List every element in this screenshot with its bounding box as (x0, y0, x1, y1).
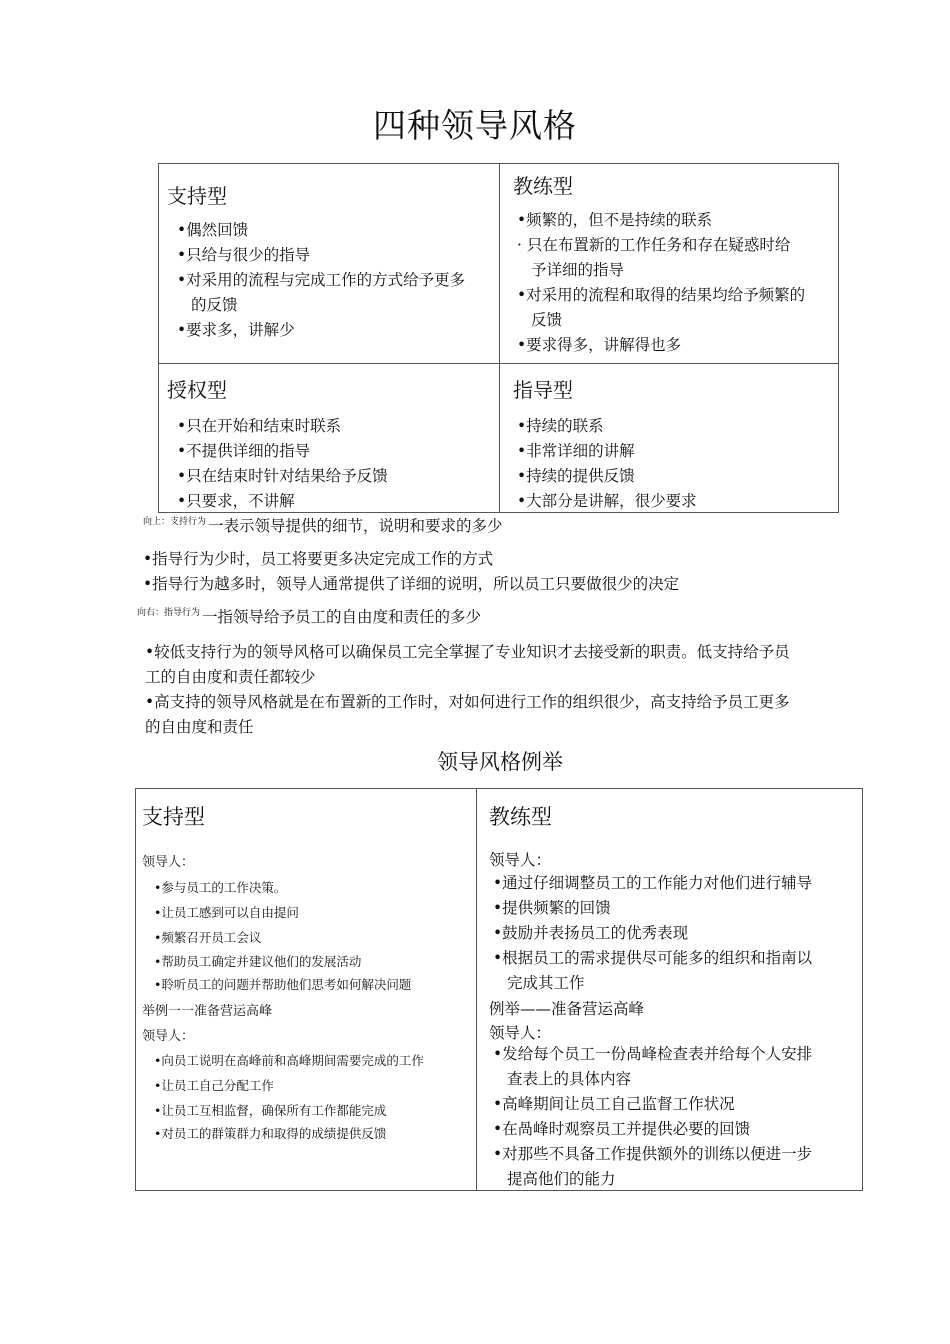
examples-table (135, 788, 863, 1191)
ex-support-title: 支持型 (142, 805, 205, 829)
list-item: •鼓励并表扬员工的优秀表现 (493, 924, 689, 942)
list-item: •只给与很少的指导 (177, 246, 311, 264)
support-list (177, 218, 465, 343)
list-item: •要求得多，讲解得也多 (517, 336, 682, 354)
list-item: •只在结束时针对结果给予反馈 (177, 467, 388, 485)
list-item: 提高他们的能力 (507, 1170, 616, 1188)
list-item: •发给每个员工一份咼峰检查表并给每个人安排 (493, 1045, 813, 1063)
list-item: •对那些不具备工作提供额外的训练以便进一步 (493, 1145, 813, 1163)
list-item: •大部分是讲解，很少要求 (517, 492, 697, 510)
examples-title: 领导风格例举 (437, 750, 563, 774)
list-item: •持续的提供反馈 (517, 467, 635, 485)
page-title: 四种领导风格 (373, 106, 577, 145)
ex-coach-leader-1: 领导人： (489, 851, 552, 869)
list-item: •频繁的，但不是持续的联系 (517, 211, 713, 229)
right-para-2a: •高支持的领导风格就是在布置新的工作时，对如何进行工作的组织很少，高支持给予员工更多 (145, 693, 790, 711)
up-bullet-1: •指导行为少时，员工将要更多决定完成工作的方式 (143, 550, 494, 568)
direct-list (517, 414, 697, 514)
ex-support-list-2 (154, 1048, 424, 1145)
list-item: •在咼峰时观察员工并提供必要的回馈 (493, 1120, 751, 1138)
up-prefix: 向上：支持行为 (143, 517, 207, 527)
list-item: •对员工的群策群力和取得的成绩提供反馈 (154, 1126, 387, 1141)
ex-support-leader-2: 领导人： (142, 1029, 195, 1044)
list-item: 的反馈 (191, 296, 238, 314)
up-text: 一表示领导提供的细节，说明和要求的多少 (208, 517, 503, 535)
ex-support-leader-1: 领导人： (142, 855, 195, 870)
right-para-2b: 的自由度和责任 (145, 718, 254, 736)
list-item: •要求多，讲解少 (177, 321, 295, 339)
list-item: •持续的联系 (517, 417, 604, 435)
table-divider-vertical (476, 789, 477, 1190)
ex-coach-list-2 (493, 1042, 812, 1192)
list-item: •非常详细的讲解 (517, 442, 635, 460)
up-bullet-2: •指导行为越多时，领导人通常提供了详细的说明，所以员工只要做很少的决定 (143, 575, 680, 593)
list-item: •参与员工的工作决策。 (154, 880, 287, 895)
list-item: •根据员工的需求提供尽可能多的组织和指南以 (493, 949, 813, 967)
right-prefix: 向右：指导行为 (137, 608, 201, 618)
list-item: •让员工感到可以自由提问 (154, 905, 299, 920)
direct-title: 指导型 (513, 378, 573, 402)
right-para-1b: 工的自由度和责任都较少 (145, 668, 316, 686)
list-item: •不提供详细的指导 (177, 442, 311, 460)
ex-coach-example: 例举——准备营运高峰 (489, 1000, 645, 1018)
list-item: •提供频繁的回馈 (493, 899, 611, 917)
right-note (137, 605, 481, 627)
list-item: •对采用的流程和取得的结果均给予频繁的 (517, 286, 806, 304)
list-item: 反馈 (531, 311, 563, 329)
list-item: •只在开始和结束时联系 (177, 417, 342, 435)
coach-title: 教练型 (513, 174, 573, 198)
list-item: •偶然回馈 (177, 221, 249, 239)
list-item: •频繁召开员工会议 (154, 930, 262, 945)
list-item: •让员工互相监督，确保所有工作都能完成 (154, 1103, 387, 1118)
ex-coach-leader-2: 领导人： (489, 1024, 552, 1042)
support-title: 支持型 (167, 184, 227, 208)
list-item: •通过仔细调整员工的工作能力对他们进行辅导 (493, 874, 813, 892)
list-item: 完成其工作 (507, 974, 585, 992)
grid-divider-horizontal (159, 363, 838, 364)
list-item: •高峰期间让员工自己监督工作状况 (493, 1095, 735, 1113)
list-item: 予详细的指导 (531, 261, 625, 279)
list-item: •帮助员工确定并建议他们的发展活动 (154, 954, 362, 969)
ex-support-example: 举例一一准备营运高峰 (142, 1004, 273, 1019)
list-item: •聆听员工的问题并帮助他们思考如何解决问题 (154, 977, 412, 992)
list-item: · 只在布置新的工作任务和存在疑惑时给 (517, 236, 791, 254)
delegate-title: 授权型 (167, 378, 227, 402)
ex-support-list-1 (154, 875, 411, 996)
delegate-list (177, 414, 388, 514)
ex-coach-list-1 (493, 871, 812, 996)
list-item: •对采用的流程与完成工作的方式给予更多 (177, 271, 466, 289)
list-item: •让员工自己分配工作 (154, 1078, 274, 1093)
list-item: 查表上的具体内容 (507, 1070, 632, 1088)
styles-grid (158, 163, 839, 513)
list-item: •只要求，不讲解 (177, 492, 295, 510)
right-text: 一指领导给予员工的自由度和责任的多少 (202, 608, 482, 626)
list-item: •向员工说明在高峰前和高峰期间需要完成的工作 (154, 1053, 424, 1068)
grid-divider-vertical (499, 164, 500, 512)
up-note (143, 514, 503, 536)
right-para-1a: •较低支持行为的领导风格可以确保员工完全掌握了专业知识才去接受新的职责。低支持给予员 (145, 643, 790, 661)
coach-list (517, 208, 805, 358)
ex-coach-title: 教练型 (489, 805, 552, 829)
